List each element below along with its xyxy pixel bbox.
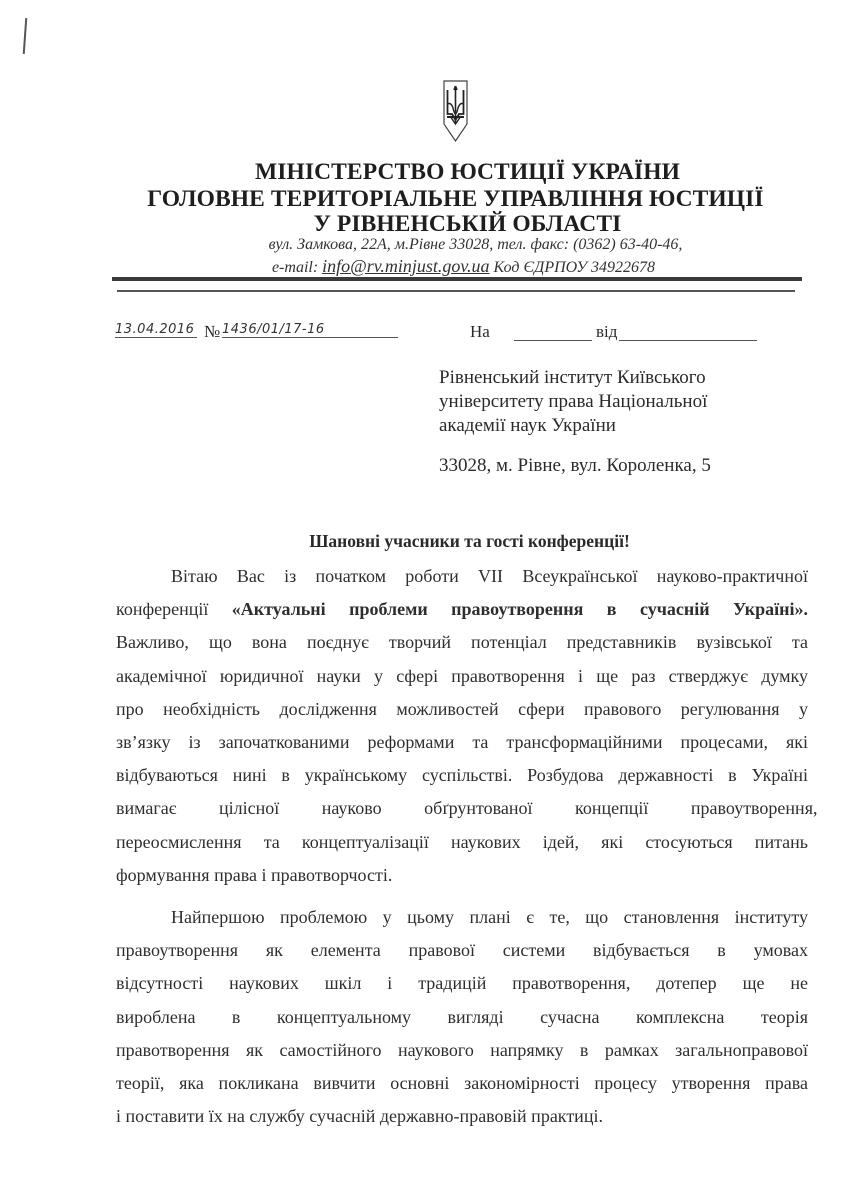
paragraph-2 bbox=[116, 901, 808, 1133]
region-title: У РІВНЕНСЬКІЙ ОБЛАСТІ bbox=[313, 211, 622, 237]
text-line: і поставити їх на службу сучасній державно-правовій практиці. bbox=[116, 1106, 603, 1127]
paragraph-1 bbox=[116, 560, 818, 892]
outgoing-number: 1436/01/17-16 bbox=[222, 322, 398, 338]
email-link[interactable]: info@rv.minjust.gov.ua bbox=[322, 256, 490, 276]
header-divider-thick bbox=[112, 277, 802, 281]
text-line: відбуваються нині в українському суспільстві. Розбудова державності в Україні bbox=[116, 765, 808, 786]
text-line: правотворення як самостійного наукового напрямку в рамках загальноправової bbox=[116, 1039, 808, 1060]
recipient-line: Рівненський інститут Київського bbox=[439, 367, 706, 388]
edrpou-code: Код ЄДРПОУ 34922678 bbox=[489, 259, 656, 276]
recipient-block bbox=[439, 366, 707, 438]
text-line: вироблена в концептуальному вигляді сучасна комплексна теорія bbox=[116, 1006, 808, 1027]
trident-coat-of-arms-icon bbox=[443, 80, 468, 142]
incoming-ref-blank bbox=[514, 322, 592, 341]
office-address: вул. Замкова, 22А, м.Рівне 33028, тел. факс: (0362) 63-40-46, bbox=[268, 236, 683, 253]
text-line: відсутності наукових шкіл і традицій правотворення, дотепер ще не bbox=[116, 973, 808, 994]
letter-greeting: Шановні учасники та гості конференції! bbox=[309, 531, 630, 551]
incoming-date-blank bbox=[619, 322, 757, 341]
ministry-title: МІНІСТЕРСТВО ЮСТИЦІЇ УКРАЇНИ bbox=[254, 159, 681, 185]
outgoing-date: 13.04.2016 bbox=[115, 322, 197, 338]
text-line: Найпершою проблемою у цьому плані є те, що становлення інституту bbox=[171, 907, 808, 927]
recipient-line: університету права Національної bbox=[439, 391, 708, 412]
incoming-date-label: від bbox=[596, 322, 618, 341]
text-fragment: конференції bbox=[116, 599, 232, 620]
email-label: e-mail: bbox=[271, 259, 323, 276]
text-line: правоутворення як елемента правової системи відбувається в умовах bbox=[116, 940, 808, 961]
recipient-address: 33028, м. Рівне, вул. Короленка, 5 bbox=[439, 455, 711, 476]
text-line: академічної юридичної науки у сфері правотворення і ще раз стверджує думку bbox=[116, 665, 808, 686]
recipient-line: академії наук України bbox=[439, 415, 616, 436]
header-divider-thin bbox=[117, 290, 795, 292]
text-line bbox=[116, 593, 808, 626]
text-line: про необхідність дослідження можливостей сфери правового регулювання у bbox=[116, 698, 808, 719]
text-line: формування права і правотворчості. bbox=[116, 864, 393, 885]
margin-pen-mark bbox=[23, 18, 28, 54]
department-title: ГОЛОВНЕ ТЕРИТОРІАЛЬНЕ УПРАВЛІННЯ ЮСТИЦІЇ bbox=[147, 186, 764, 212]
text-line: Вітаю Вас із початком роботи VII Всеукраїнської науково-практичної bbox=[171, 566, 808, 586]
conference-title: «Актуальні проблеми правоутворення в сучасній Україні». bbox=[231, 599, 808, 620]
text-line: переосмислення та концептуалізації наукових ідей, які стосуються питань bbox=[116, 831, 808, 852]
text-line: Важливо, що вона поєднує творчий потенціал представників вузівської та bbox=[116, 632, 808, 653]
text-line: зв’язку із започаткованими реформами та трансформаційними процесами, які bbox=[116, 732, 808, 753]
contact-line bbox=[36, 256, 855, 277]
text-line: вимагає цілісної науково обґрунтованої концепції правоутворення, bbox=[116, 798, 818, 819]
text-line: теорії, яка покликана вивчити основні закономірності процесу утворення права bbox=[116, 1073, 808, 1094]
number-label: № bbox=[204, 322, 221, 341]
incoming-ref-label: На bbox=[470, 322, 490, 341]
